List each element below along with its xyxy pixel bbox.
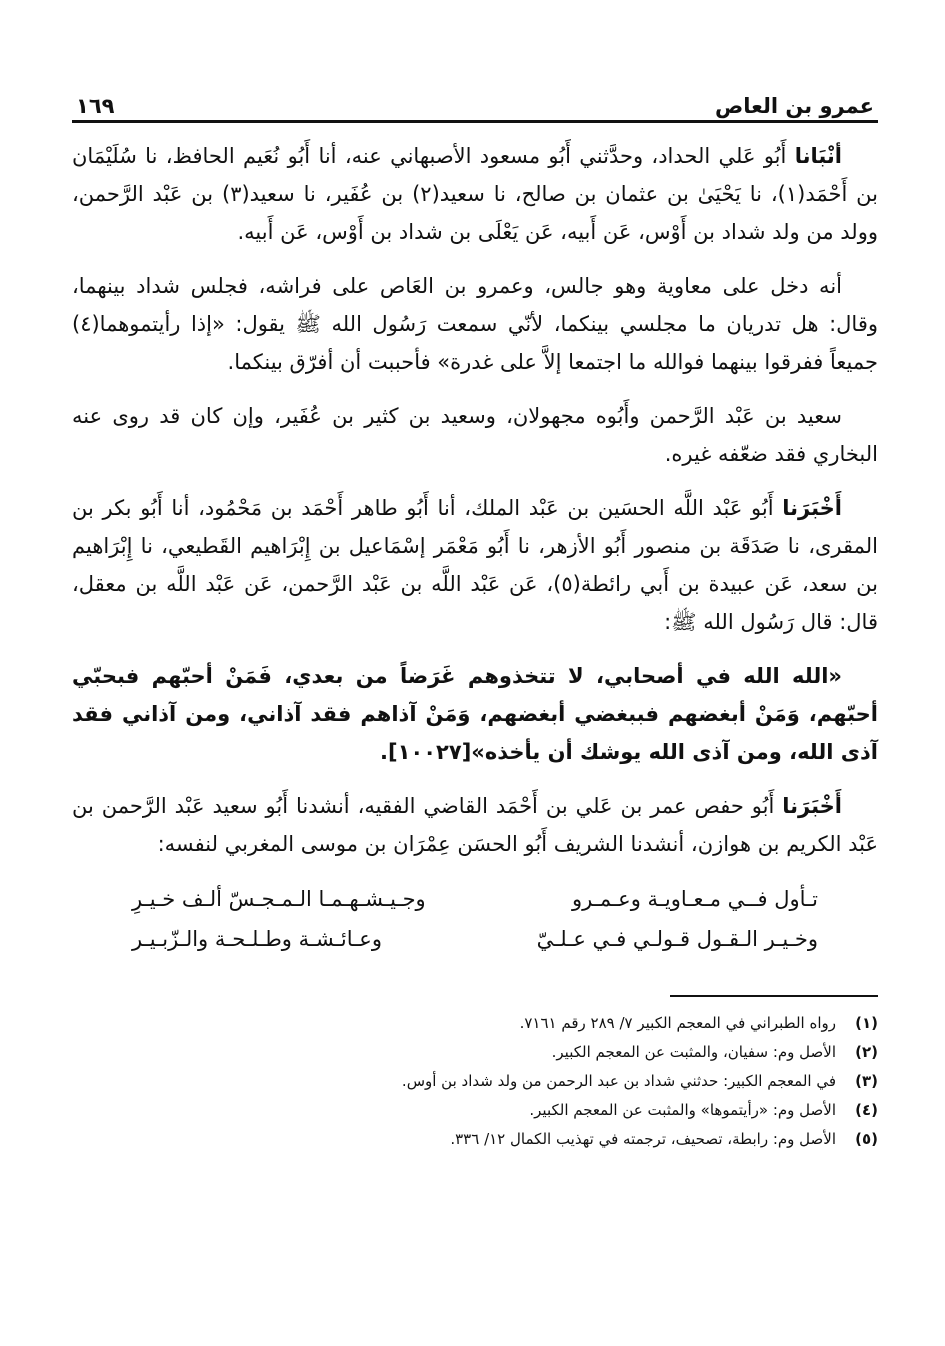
- poem-verse: [72, 919, 878, 959]
- page-number: ١٦٩: [76, 94, 115, 118]
- footnote-text: رواه الطبراني في المعجم الكبير ٧/ ٢٨٩ رقم ٧١٦١.: [519, 1014, 836, 1032]
- footnote-divider: [670, 995, 878, 997]
- verse-second-hemistich: وجـيـشـهـمـا الـمـجـسّ ألـف خـيـرِ: [132, 887, 426, 911]
- paragraph-2: [72, 267, 878, 381]
- paragraph-4: [72, 489, 878, 641]
- footnote-number: (٥): [855, 1130, 878, 1148]
- footnote-text: الأصل وم: رابطة، تصحيف، ترجمته في تهذيب الكمال ١٢/ ٣٣٦.: [450, 1130, 836, 1148]
- paragraph-1: [72, 137, 878, 251]
- paragraph-hadith: [72, 657, 878, 771]
- footnote: [72, 1096, 878, 1125]
- running-header: [72, 78, 878, 123]
- footnote-text: في المعجم الكبير: حدثني شداد بن عبد الرحمن من ولد شداد بن أوس.: [401, 1072, 836, 1090]
- paragraph-text: أنه دخل على معاوية وهو جالس، وعمرو بن العَاص على فراشه، فجلس شداد بينهما، وقال: هل تدريان ما مجلسي بينكما، لأنّي سمعت رَسُول الله ﷺ يقول: «إذا رأيتموهما(٤) جميعاً ففرقوا بينهما فوالله ما اجتمعا إلاَّ على غدرة» فأحببت أن أفرّق بينكما.: [72, 274, 878, 374]
- paragraph-text: أَبُو حفص عمر بن عَلي بن أَحْمَد القاضي الفقيه، أنشدنا أَبُو سعيد عَبْد الرَّحمن بن عَبْد الكريم بن هوازن، أنشدنا الشريف أَبُو الحسَن عِمْرَان بن موسى المغربي لنفسه:: [72, 794, 878, 856]
- paragraph-text: أَبُو عَبْد اللَّه الحسَين بن عَبْد الملك، أنا أَبُو طاهر أَحْمَد بن مَحْمُود، أنا أَبُو بكر بن المقرى، نا صَدَقَة بن منصور أَبُو الأزهر، نا أَبُو مَعْمَر إسْمَاعيل بن إِبْرَاهيم القَطيعي، نا إِبْرَاهيم بن سعد، عَن عبيدة بن أَبي رائطة(٥)، عَن عَبْد اللَّه بن عَبْد الرَّحمن، عَن عَبْد اللَّه بن معقل، قال: قال رَسُول الله ﷺ:: [72, 496, 878, 634]
- footnote: [72, 1067, 878, 1096]
- poem-verse: [72, 879, 878, 919]
- paragraph-6: [72, 787, 878, 863]
- footnote: [72, 1038, 878, 1067]
- poem: [72, 879, 878, 959]
- footnote-number: (١): [855, 1014, 878, 1032]
- running-title: عمرو بن العاص: [714, 94, 874, 118]
- footnote: [72, 1125, 878, 1154]
- footnote-number: (٤): [855, 1101, 878, 1119]
- paragraph-text: «الله الله في أصحابي، لا تتخذوهم غَرَضاً من بعدي، فَمَنْ أحبّهم فبحبّي أحبّهم، وَمَنْ أبغضهم فببغضي أبغضهم، وَمَنْ آذاهم فقد آذاني، ومن آذاني فقد آذى الله، ومن آذى الله يوشك أن يأخذه»[١٠٠٢٧].: [72, 664, 878, 764]
- verse-first-hemistich: تـأول فــي مـعـاويـة وعـمـرو: [572, 887, 818, 911]
- footnote-number: (٣): [855, 1072, 878, 1090]
- verse-first-hemistich: وخـيـر الـقـول قـولـي فـي عـلـيّ: [536, 927, 818, 951]
- document-page: [72, 78, 878, 1154]
- lead-word: أَخْبَرَنا: [782, 496, 842, 520]
- paragraph-3: [72, 397, 878, 473]
- footnote: [72, 1009, 878, 1038]
- footnote-text: الأصل وم: «رأيتموها» والمثبت عن المعجم الكبير.: [529, 1101, 836, 1119]
- paragraph-text: سعيد بن عَبْد الرَّحمن وأَبُوه مجهولان، وسعيد بن كثير بن عُفَير، وإن كان قد روى عنه البخاري فقد ضعّفه غيره.: [72, 404, 878, 466]
- lead-word: أنْبَانا: [794, 144, 842, 168]
- paragraph-text: أَبُو عَلي الحداد، وحدَّثني أَبُو مسعود الأصبهاني عنه، أنا أَبُو نُعَيم الحافظ، نا سُلَيْمَان بن أَحْمَد(١)، نا يَحْيَىٰ بن عثمان بن صالح، نا سعيد(٢) بن عُفَير، نا سعيد(٣) بن عَبْد الرَّحمن، وولد من ولد شداد بن أَوْس، عَن أَبيه، عَن يَعْلَى بن شداد بن أَوْس، عَن أَبيه.: [72, 144, 878, 244]
- footnotes: [72, 995, 878, 1154]
- verse-second-hemistich: وعـائـشـة وطـلـحـة والـزّبـيـر: [132, 927, 382, 951]
- lead-word: أَخْبَرَنا: [782, 794, 842, 818]
- footnote-text: الأصل وم: سفيان، والمثبت عن المعجم الكبير.: [551, 1043, 836, 1061]
- main-text: [72, 137, 878, 959]
- footnote-number: (٢): [855, 1043, 878, 1061]
